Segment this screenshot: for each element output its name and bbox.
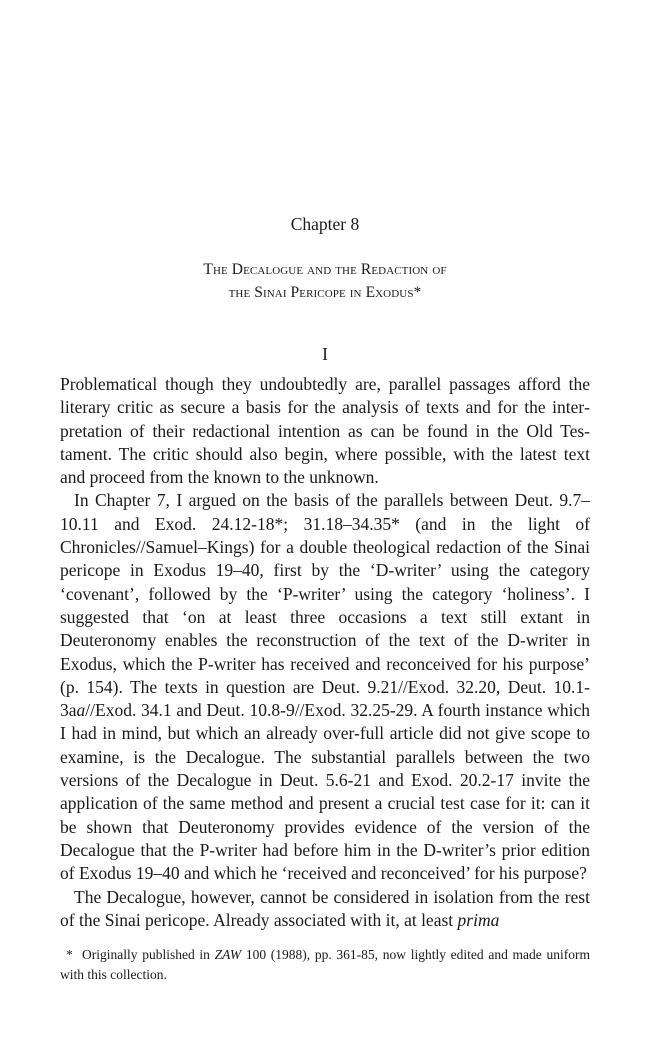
footnote (60, 945, 590, 985)
paragraph-2 (60, 489, 590, 885)
chapter-title (60, 258, 590, 304)
section-number: I (322, 344, 328, 364)
footnote-body (60, 945, 590, 985)
paragraph-2-part-b: //Exod. 34.1 and Deut. 10.8-9//Exod. 32.25-29. A fourth instance which I had in mind, but which an already over-full article did not give scope to examine, is the Decalogue. The substantial parallels between the two versions of the Decalogue in Deut. 5.6-21 and Exod. 20.2-17 invite the application of the same method and present a crucial test case for it: can it be shown that Deuteronomy provides evidence of the version of the Decalogue that the P-writer had before him in the D-writer’s prior edition of Exodus 19–40 and which he ‘received and reconceived’ for his purpose? (60, 700, 590, 884)
paragraph-1: Problematical though they undoubtedly are, parallel passages afford the literary critic as secure a basis for the analysis of texts and for the interpretation of their redactional intention as can be found in the Old Testament. The critic should also begin, where possible, with the latest text and proceed from the known to the unknown. (60, 374, 590, 488)
footnote-journal: ZAW (214, 947, 242, 962)
footnote-text-b: 100 (1988), pp. 361-85, now lightly edited and made uniform with this collection. (60, 947, 590, 982)
paragraph-3-italic: prima (457, 909, 500, 930)
paragraph-3 (60, 886, 590, 933)
paragraph-3-part-a: The Decalogue, however, cannot be considered in isolation from the rest of the Sinai pericope. Already associated with it, at least (60, 886, 590, 930)
footnote-text-a: Originally published in (82, 947, 215, 962)
footnote-marker: * (66, 947, 73, 962)
paragraph-2-part-a: In Chapter 7, I argued on the basis of the parallels between Deut. 9.7–10.11 and Exod. 24.12-18*; 31.18–34.35* (and in the light of Chronicles//Samuel–Kings) for a double theological redaction of the Sinai pericope in Exodus 19–40, first by the ‘D-writer’ using the category ‘covenant’, followed by the ‘P-writer’ using the category ‘holiness’. I suggested that ‘on at least three occasions a text still extant in Deuteronomy enables the reconstruction of the text of the D-writer in Exodus, which the P-writer has received and reconceived for his purpose’ (p. 154). The texts in question are Deut. 9.21//Exod. 32.20, Deut. 10.1-3a (60, 490, 590, 721)
chapter-title-line-1: The Decalogue and the Redaction of (203, 261, 447, 278)
chapter-label: Chapter 8 (290, 214, 360, 234)
body-text (60, 373, 590, 932)
paragraph-2-italic: a (76, 700, 86, 721)
chapter-title-line-2: the Sinai Pericope in Exodus* (228, 284, 422, 301)
